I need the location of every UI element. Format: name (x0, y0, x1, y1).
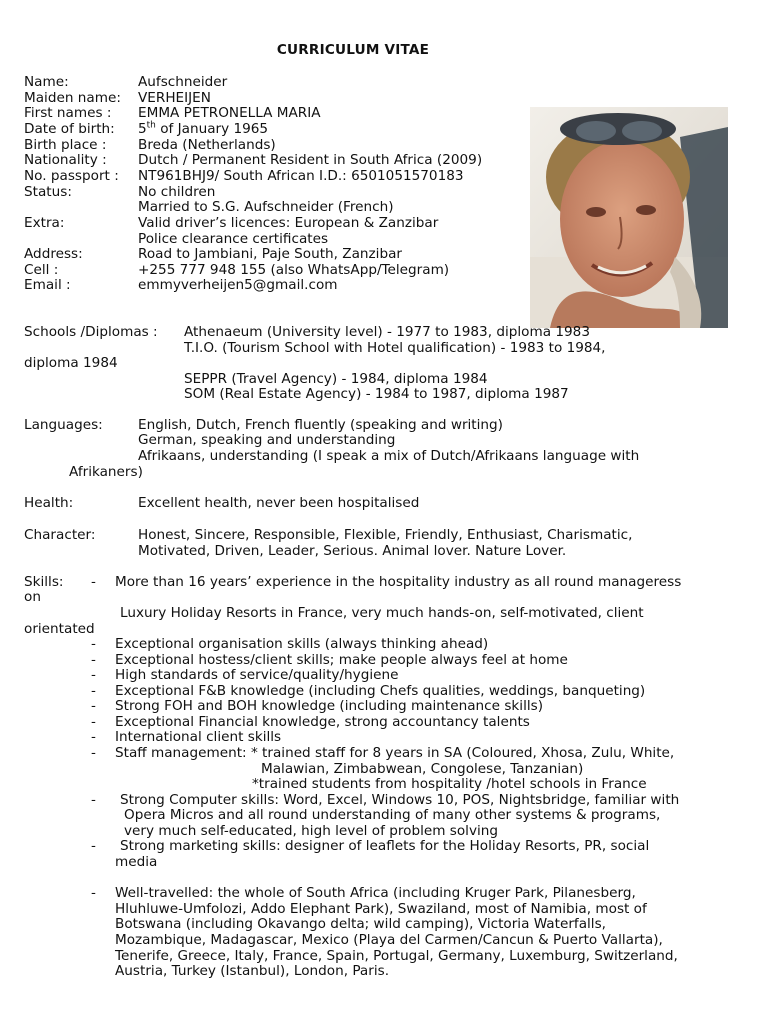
bullet-dash: - (91, 885, 96, 901)
skill-item-cont: Austria, Turkey (Istanbul), London, Paris. (115, 963, 390, 979)
skill-item: Staff management: * trained staff for 8 years in SA (Coloured, Xhosa, Zulu, White, (115, 745, 675, 761)
skill-item: Exceptional F&B knowledge (including Chefs qualities, weddings, banqueting) (115, 683, 646, 699)
skill-item: Strong marketing skills: designer of leaflets for the Holiday Resorts, PR, social (120, 838, 650, 854)
skill-item: High standards of service/quality/hygiene (115, 667, 399, 683)
skill-item-cont: Malawian, Zimbabwean, Congolese, Tanzanian) (261, 761, 584, 777)
detail-value: Road to Jambiani, Paje South, Zanzibar (138, 246, 402, 262)
bullet-dash: - (91, 838, 96, 854)
skill-item: More than 16 years’ experience in the hospitality industry as all round manageress (115, 574, 682, 590)
section-label: Languages: (24, 417, 103, 433)
detail-label: First names : (24, 105, 112, 121)
cv-title: CURRICULUM VITAE (276, 42, 430, 58)
character-value: Motivated, Driven, Leader, Serious. Animal lover. Nature Lover. (138, 543, 567, 559)
bullet-dash: - (91, 667, 96, 683)
skill-item-cont: Tenerife, Greece, Italy, France, Spain, Portugal, Germany, Luxemburg, Switzerland, (115, 948, 678, 964)
skill-item: Well-travelled: the whole of South Africa (including Kruger Park, Pilanesberg, (115, 885, 636, 901)
skill-item-cont: very much self-educated, high level of problem solving (124, 823, 499, 839)
skill-item-cont: Mozambique, Madagascar, Mexico (Playa del Carmen/Cancun & Puerto Vallarta), (115, 932, 663, 948)
detail-label: Email : (24, 277, 71, 293)
language-entry: English, Dutch, French fluently (speaking and writing) (138, 417, 503, 433)
section-label: Health: (24, 495, 74, 511)
skill-item-cont: *trained students from hospitality /hotel schools in France (252, 776, 647, 792)
skill-item-wrap: orientated (24, 621, 95, 637)
bullet-dash: - (91, 698, 96, 714)
bullet-dash: - (91, 574, 96, 590)
school-entry: Athenaeum (University level) - 1977 to 1983, diploma 1983 (184, 324, 590, 340)
bullet-dash: - (91, 729, 96, 745)
skill-item: Exceptional hostess/client skills; make people always feel at home (115, 652, 568, 668)
detail-label: Address: (24, 246, 83, 262)
detail-value: No children (138, 184, 216, 200)
bullet-dash: - (91, 636, 96, 652)
school-entry-wrap: diploma 1984 (24, 355, 118, 371)
skill-item: Luxury Holiday Resorts in France, very much hands-on, self-motivated, client (120, 605, 644, 621)
detail-value: Valid driver’s licences: European & Zanzibar (138, 215, 439, 231)
skill-item: Strong FOH and BOH knowledge (including maintenance skills) (115, 698, 544, 714)
detail-label: Nationality : (24, 152, 107, 168)
language-entry-wrap: Afrikaners) (69, 464, 143, 480)
detail-label: Birth place : (24, 137, 107, 153)
school-entry: T.I.O. (Tourism School with Hotel qualification) - 1983 to 1984, (184, 340, 606, 356)
bullet-dash: - (91, 714, 96, 730)
skill-item: Exceptional organisation skills (always thinking ahead) (115, 636, 489, 652)
language-entry: Afrikaans, understanding (I speak a mix of Dutch/Afrikaans language with (138, 448, 640, 464)
detail-value: EMMA PETRONELLA MARIA (138, 105, 321, 121)
detail-label: Cell : (24, 262, 59, 278)
language-entry: German, speaking and understanding (138, 432, 396, 448)
portrait-illustration (530, 107, 728, 328)
detail-label: Extra: (24, 215, 65, 231)
detail-label: Maiden name: (24, 90, 121, 106)
detail-value: Married to S.G. Aufschneider (French) (138, 199, 394, 215)
bullet-dash: - (91, 652, 96, 668)
detail-value: Police clearance certificates (138, 231, 329, 247)
detail-value: VERHEIJEN (138, 90, 211, 106)
detail-value: Breda (Netherlands) (138, 137, 276, 153)
skill-item: Exceptional Financial knowledge, strong accountancy talents (115, 714, 530, 730)
section-label: Skills: (24, 574, 64, 590)
skill-item: Strong Computer skills: Word, Excel, Windows 10, POS, Nightsbridge, familiar with (120, 792, 680, 808)
section-label: Character: (24, 527, 96, 543)
skill-item-wrap: on (24, 589, 41, 605)
character-value: Honest, Sincere, Responsible, Flexible, Friendly, Enthusiast, Charismatic, (138, 527, 633, 543)
detail-label: Status: (24, 184, 72, 200)
skill-item-cont: Opera Micros and all round understanding of many other systems & programs, (124, 807, 661, 823)
school-entry: SEPPR (Travel Agency) - 1984, diploma 1984 (184, 371, 488, 387)
health-value: Excellent health, never been hospitalised (138, 495, 420, 511)
bullet-dash: - (91, 745, 96, 761)
skill-item-cont: Hluhluwe-Umfolozi, Addo Elephant Park), Swaziland, most of Namibia, most of (115, 901, 647, 917)
detail-label: Name: (24, 74, 69, 90)
bullet-dash: - (91, 683, 96, 699)
detail-label: No. passport : (24, 168, 119, 184)
bullet-dash: - (91, 792, 96, 808)
detail-label: Date of birth: (24, 121, 115, 137)
school-entry: SOM (Real Estate Agency) - 1984 to 1987, diploma 1987 (184, 386, 569, 402)
detail-value: Dutch / Permanent Resident in South Africa (2009) (138, 152, 483, 168)
skill-item-cont: media (115, 854, 158, 870)
detail-value: NT961BHJ9/ South African I.D.: 6501051570183 (138, 168, 464, 184)
detail-value: emmyverheijen5@gmail.com (138, 277, 338, 293)
detail-value: +255 777 948 155 (also WhatsApp/Telegram) (138, 262, 450, 278)
skill-item: International client skills (115, 729, 282, 745)
detail-value: Aufschneider (138, 74, 228, 90)
detail-value: 5th of January 1965 (138, 120, 269, 137)
section-label: Schools /Diplomas : (24, 324, 158, 340)
skill-item-cont: Botswana (including Okavango delta; wild camping), Victoria Waterfalls, (115, 916, 606, 932)
profile-photo (530, 107, 728, 328)
